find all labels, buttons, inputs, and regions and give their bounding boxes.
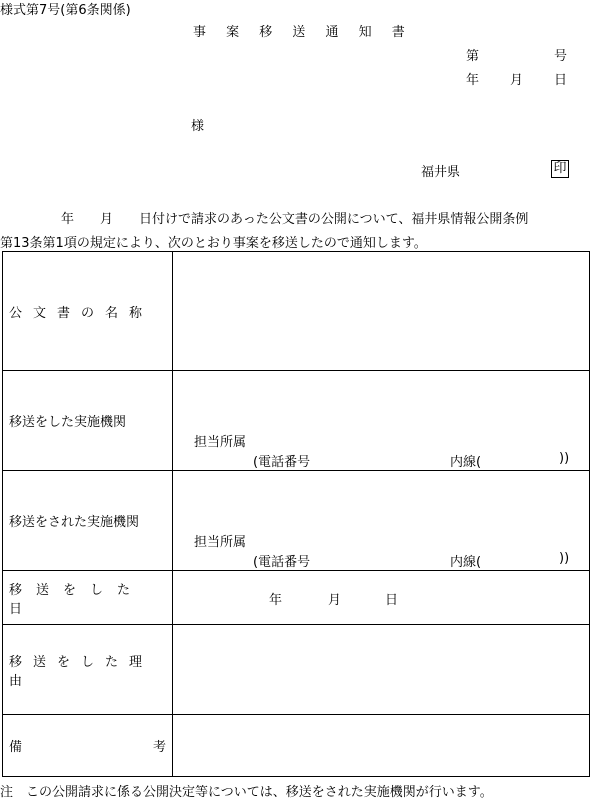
date-day: 日 <box>554 73 568 88</box>
date-year: 年 <box>466 73 480 88</box>
body-text-line2: 第13条第1項の規定により、次のとおり事案を移送したので通知します。 <box>0 236 427 251</box>
extension-label: 内線( <box>450 455 482 470</box>
label-transfer-date: 移送をした日 <box>9 582 145 617</box>
table-row-transferring-agency <box>3 371 590 471</box>
sender-name: 福井県 <box>421 165 461 180</box>
transfer-date-day: 日 <box>385 593 399 608</box>
label-transferring-agency: 移送をした実施機関 <box>3 371 173 471</box>
table-row-remarks <box>3 715 590 777</box>
body-text-line1: 年 月 日付けで請求のあった公文書の公開について、福井県情報公開条例 <box>61 212 529 227</box>
label-receiving-agency: 移送をされた実施機関 <box>3 471 173 571</box>
footnote: 注 この公開請求に係る公開決定等については、移送をされた実施機関が行います。 <box>0 785 493 800</box>
dept-label: 担当所属 <box>194 535 247 550</box>
document-title: 事 案 移 送 通 知 書 <box>193 25 413 40</box>
doc-number-prefix: 第 <box>466 49 480 64</box>
form-number: 様式第7号(第6条関係) <box>0 3 131 18</box>
extension-close: )) <box>559 551 570 566</box>
cell-transfer-reason <box>173 625 590 715</box>
table-row-transfer-reason <box>3 625 590 715</box>
table-row-transfer-date <box>3 571 590 625</box>
label-remarks: 備 考 <box>9 740 166 755</box>
doc-number-suffix: 号 <box>554 49 568 64</box>
date-month: 月 <box>510 73 524 88</box>
phone-label: (電話番号 <box>253 555 311 570</box>
cell-receiving-agency <box>173 471 590 571</box>
dept-label: 担当所属 <box>194 435 247 450</box>
notification-table <box>2 251 590 777</box>
phone-label: (電話番号 <box>253 455 311 470</box>
cell-document-name <box>173 252 590 371</box>
table-row-document-name <box>3 252 590 371</box>
table-row-receiving-agency <box>3 471 590 571</box>
seal-mark: 印 <box>551 160 569 178</box>
cell-remarks <box>173 715 590 777</box>
label-transfer-reason: 移送をした理由 <box>9 654 154 689</box>
label-document-name: 公文書の名称 <box>9 305 154 321</box>
cell-transfer-date <box>173 571 590 625</box>
addressee-suffix: 様 <box>191 119 205 134</box>
transfer-date-month: 月 <box>328 593 342 608</box>
extension-label: 内線( <box>450 555 482 570</box>
transfer-date-year: 年 <box>269 593 283 608</box>
extension-close: )) <box>559 451 570 466</box>
cell-transferring-agency <box>173 371 590 471</box>
